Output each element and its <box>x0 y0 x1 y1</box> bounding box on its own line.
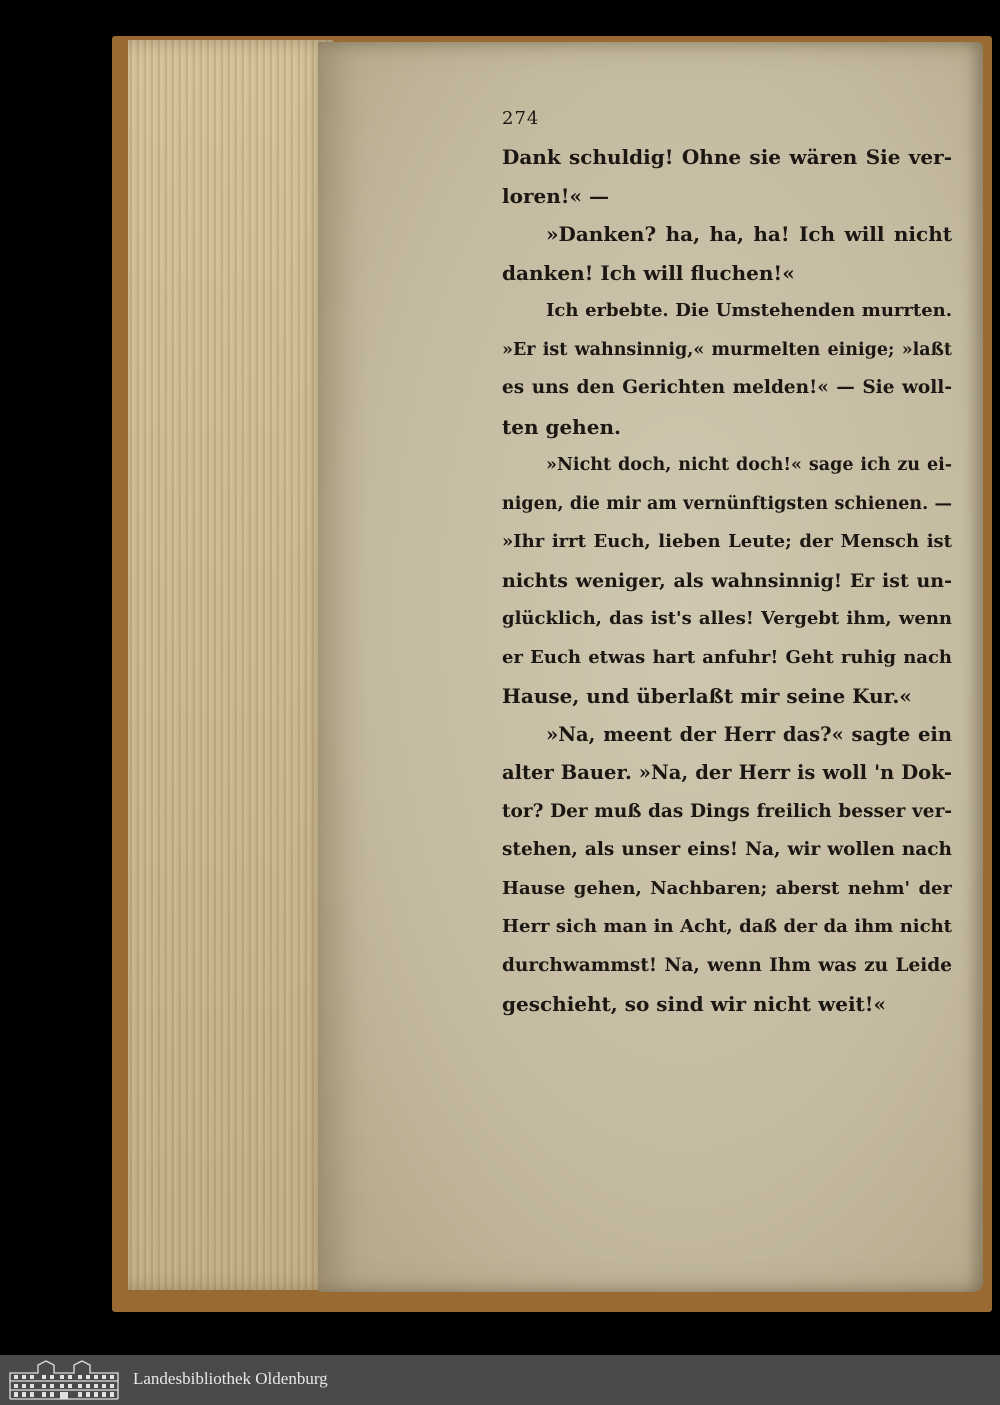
page-edges <box>128 40 333 1290</box>
text-line: Hause, und überlaßt mir seine Kur.« <box>502 684 912 708</box>
footer-bar <box>0 1355 1000 1405</box>
text-line: glücklich, das ist's alles! Vergebt ihm, wenn <box>502 608 952 629</box>
text-line: »Ihr irrt Euch, lieben Leute; der Mensch ist <box>502 531 952 552</box>
text-line: stehen, als unser eins! Na, wir wollen nach <box>502 839 952 860</box>
text-line: »Er ist wahnsinnig,« murmelten einige; »laßt <box>502 339 952 360</box>
library-building-icon <box>8 1359 120 1401</box>
page-number: 274 <box>502 108 540 129</box>
text-line: Ich erbebte. Die Umstehenden murrten. <box>546 300 952 321</box>
text-line: es uns den Gerichten melden!« — Sie woll- <box>502 377 952 398</box>
text-line: Dank schuldig! Ohne sie wären Sie ver- <box>502 145 952 169</box>
text-line: nigen, die mir am vernünftigsten schienen. — <box>502 493 952 514</box>
library-name: Landesbibliothek Oldenburg <box>133 1369 328 1388</box>
text-line: er Euch etwas hart anfuhr! Geht ruhig nach <box>502 646 952 668</box>
page-text <box>502 108 952 1024</box>
text-line: alter Bauer. »Na, der Herr is woll 'n Dok- <box>502 761 952 784</box>
text-line: nichts weniger, als wahnsinnig! Er ist un- <box>502 569 952 592</box>
text-line: Hause gehen, Nachbaren; aberst nehm' der <box>502 877 952 899</box>
text-line: Herr sich man in Acht, daß der da ihm nicht <box>502 916 952 937</box>
text-line: »Danken? ha, ha, ha! Ich will nicht <box>546 222 952 246</box>
text-line: durchwammst! Na, wenn Ihm was zu Leide <box>502 954 952 976</box>
text-line: »Nicht doch, nicht doch!« sage ich zu ei- <box>546 455 952 475</box>
text-line: danken! Ich will fluchen!« <box>502 260 795 285</box>
text-line: loren!« — <box>502 183 609 208</box>
text-line: geschieht, so sind wir nicht weit!« <box>502 992 887 1016</box>
text-line: »Na, meent der Herr das?« sagte ein <box>546 722 952 746</box>
text-line: tor? Der muß das Dings freilich besser ver- <box>502 800 952 822</box>
text-line: ten gehen. <box>502 414 621 439</box>
